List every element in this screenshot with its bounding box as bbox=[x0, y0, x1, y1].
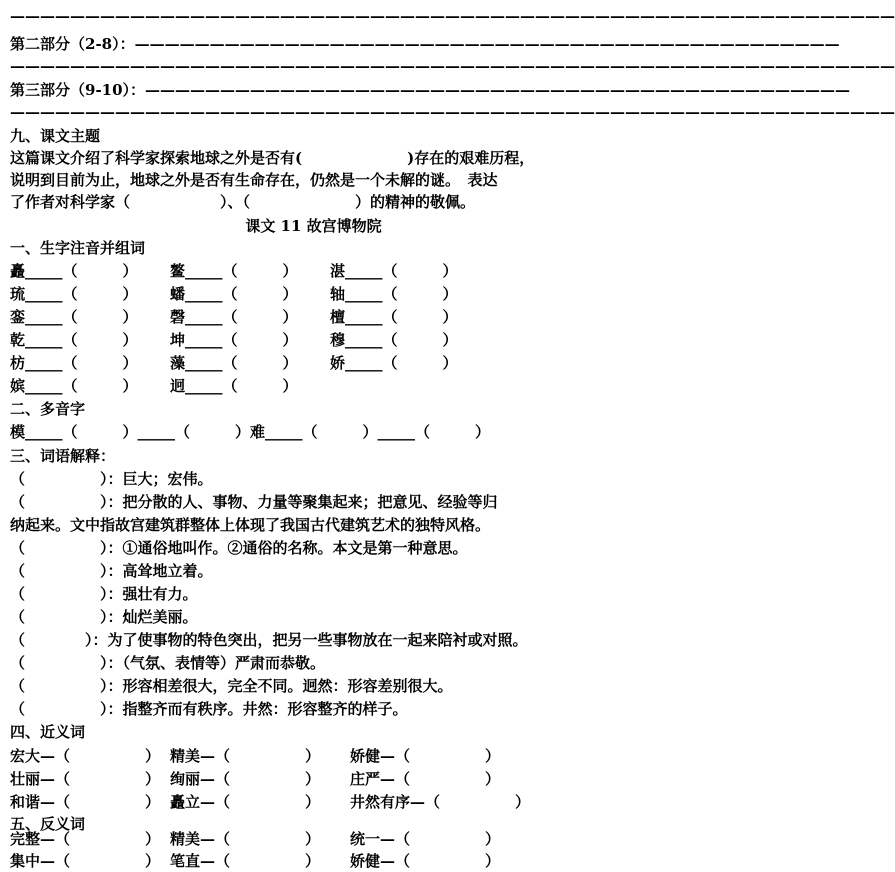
polyphone-line: 模_____（ ）_____（ ）难_____（ ）_____（ ） bbox=[10, 423, 491, 441]
definition-line: （ ）：巨大；宏伟。 bbox=[10, 470, 213, 488]
synonym-cell: 娇健—（ ） bbox=[350, 747, 501, 765]
char-cell: 琉_____（ ） bbox=[10, 285, 138, 303]
char-cell: 湛_____（ ） bbox=[330, 262, 458, 280]
definition-line: （ ）：强壮有力。 bbox=[10, 585, 198, 603]
part2-blank: ——————————————————————————————————————————————— bbox=[134, 35, 840, 53]
char-cell: 嫔_____（ ） bbox=[10, 377, 138, 395]
char-cell: 矗_____（ ） bbox=[10, 262, 138, 280]
char-row bbox=[10, 352, 620, 374]
antonym-cell: 统一—（ ） bbox=[350, 830, 501, 848]
answer-line: ——————————————————————————————————————————————————————————— bbox=[10, 7, 895, 25]
definition-line: （ ）：高耸地立着。 bbox=[10, 562, 213, 580]
char-row bbox=[10, 306, 620, 328]
answer-line: ——————————————————————————————————————————————————————————— bbox=[10, 57, 895, 75]
section5-heading: 五、反义词 bbox=[10, 815, 86, 833]
char-cell: 藻_____（ ） bbox=[170, 354, 298, 372]
definition-line: （ ）：为了使事物的特色突出，把另一些事物放在一起来陪衬或对照。 bbox=[10, 631, 528, 649]
char-cell: 坤_____（ ） bbox=[170, 331, 298, 349]
synonym-cell: 宏大—（ ） bbox=[10, 747, 161, 765]
antonym-cell: 集中—（ ） bbox=[10, 852, 161, 870]
char-row bbox=[10, 375, 620, 397]
definition-line: （ ）：①通俗地叫作。②通俗的名称。本文是第一种意思。 bbox=[10, 539, 468, 557]
section9-text: 说明到目前为止，地球之外是否有生命存在，仍然是一个未解的谜。 表达 bbox=[10, 171, 498, 189]
antonym-cell: 精美—（ ） bbox=[170, 830, 321, 848]
char-cell: 蟠_____（ ） bbox=[170, 285, 298, 303]
section1-heading: 一、生字注音并组词 bbox=[10, 239, 146, 257]
char-cell: 檀_____（ ） bbox=[330, 308, 458, 326]
answer-line: ——————————————————————————————————————————————————————————— bbox=[10, 103, 895, 121]
char-cell: 枋_____（ ） bbox=[10, 354, 138, 372]
char-cell: 銮_____（ ） bbox=[10, 308, 138, 326]
part2-line bbox=[10, 34, 840, 54]
section9-text: 这篇课文介绍了科学家探索地球之外是否有( )存在的艰难历程， bbox=[10, 149, 535, 167]
synonym-row bbox=[10, 791, 620, 813]
section4-heading: 四、近义词 bbox=[10, 723, 86, 741]
char-cell: 磬_____（ ） bbox=[170, 308, 298, 326]
antonym-cell: 完整—（ ） bbox=[10, 830, 161, 848]
part3-blank: ——————————————————————————————————————————————— bbox=[145, 81, 851, 99]
part3-label: 第三部分（9-10）： bbox=[10, 81, 146, 99]
char-cell: 乾_____（ ） bbox=[10, 331, 138, 349]
char-row bbox=[10, 329, 620, 351]
char-cell: 穆_____（ ） bbox=[330, 331, 458, 349]
synonym-cell: 井然有序—（ ） bbox=[350, 793, 531, 811]
char-row bbox=[10, 260, 620, 282]
antonym-row bbox=[10, 850, 620, 872]
synonym-cell: 和谐—（ ） bbox=[10, 793, 161, 811]
synonym-cell: 绚丽—（ ） bbox=[170, 770, 321, 788]
definition-line: （ ）：（气氛、表情等）严肃而恭敬。 bbox=[10, 654, 326, 672]
char-row bbox=[10, 283, 620, 305]
synonym-cell: 壮丽—（ ） bbox=[10, 770, 161, 788]
part2-label: 第二部分（2-8）： bbox=[10, 35, 135, 53]
synonym-cell: 庄严—（ ） bbox=[350, 770, 501, 788]
definition-line: （ ）：把分散的人、事物、力量等聚集起来；把意见、经验等归 bbox=[10, 493, 498, 511]
antonym-cell: 笔直—（ ） bbox=[170, 852, 321, 870]
char-cell: 娇_____（ ） bbox=[330, 354, 458, 372]
section9-heading: 九、课文主题 bbox=[10, 127, 101, 145]
section3-heading: 三、词语解释： bbox=[10, 447, 116, 465]
char-cell: 轴_____（ ） bbox=[330, 285, 458, 303]
antonym-row bbox=[10, 828, 620, 850]
definition-line: （ ）：指整齐而有秩序。井然：形容整齐的样子。 bbox=[10, 700, 408, 718]
char-cell: 迥_____（ ） bbox=[170, 377, 298, 395]
section2-heading: 二、多音字 bbox=[10, 400, 86, 418]
part3-line bbox=[10, 80, 850, 100]
char-cell: 鳌_____（ ） bbox=[170, 262, 298, 280]
section9-text: 了作者对科学家（ ）、（ ）的精神的敬佩。 bbox=[10, 193, 476, 211]
synonym-cell: 矗立—（ ） bbox=[170, 793, 321, 811]
antonym-cell: 娇健—（ ） bbox=[350, 852, 501, 870]
synonym-row bbox=[10, 745, 620, 767]
lesson-title: 课文 11 故宫博物院 bbox=[245, 217, 382, 235]
definition-line: （ ）：灿烂美丽。 bbox=[10, 608, 198, 626]
synonym-row bbox=[10, 768, 620, 790]
definition-line: （ ）：形容相差很大，完全不同。迥然：形容差别很大。 bbox=[10, 677, 453, 695]
definition-line: 纳起来。文中指故宫建筑群整体上体现了我国古代建筑艺术的独特风格。 bbox=[10, 516, 491, 534]
synonym-cell: 精美—（ ） bbox=[170, 747, 321, 765]
